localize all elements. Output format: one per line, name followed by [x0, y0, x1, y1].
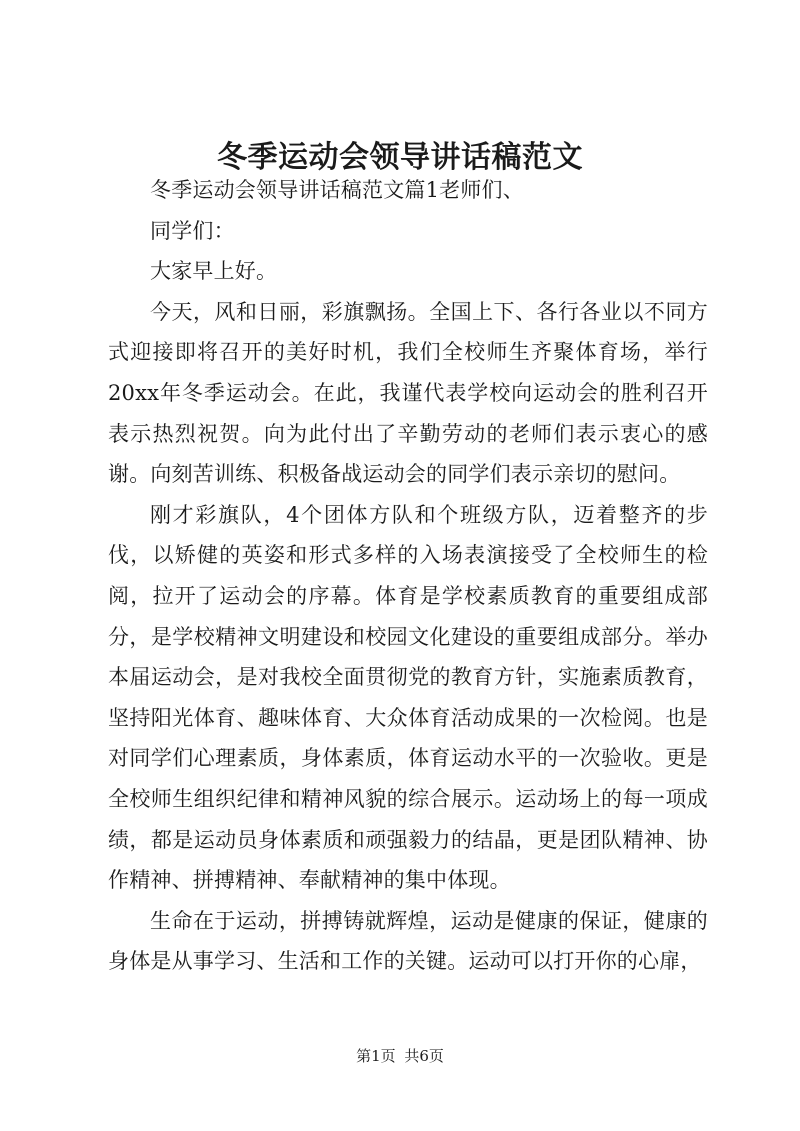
page-footer — [0, 1045, 800, 1067]
paragraph: 同学们： — [150, 218, 235, 243]
paragraph: 今天，风和日丽，彩旗飘扬。全国上下、各行各业以不同方式迎接即将召开的美好时机，我们全校师生齐聚体育场，举行20xx年冬季运动会。在此，我谨代表学校向运动会的胜利召开表示热烈祝贺。向为此付出了辛勤劳动的老师们表示衷心的感谢。向刻苦训练、积极备战运动会的同学们表示亲切的慰问。 — [108, 299, 708, 487]
paragraph: 刚才彩旗队，4个团体方队和个班级方队，迈着整齐的步伐，以矫健的英姿和形式多样的入场表演接受了全校师生的检阅，拉开了运动会的序幕。体育是学校素质教育的重要组成部分，是学校精神文明建设和校园文化建设的重要组成部分。举办本届运动会，是对我校全面贯彻党的教育方针，实施素质教育，坚持阳光体育、趣味体育、大众体育活动成果的一次检阅。也是对同学们心理素质，身体素质，体育运动水平的一次验收。更是全校师生组织纪律和精神风貌的综合展示。运动场上的每一项成绩，都是运动员身体素质和顽强毅力的结晶，更是团队精神、协作精神、拼搏精神、奉献精神的集中体现。 — [108, 502, 708, 893]
paragraph: 冬季运动会领导讲话稿范文篇1老师们、 — [150, 178, 524, 202]
paragraph: 大家早上好。 — [150, 259, 278, 284]
paragraph: 生命在于运动，拼搏铸就辉煌，运动是健康的保证，健康的身体是从事学习、生活和工作的关键。运动可以打开你的心扉， — [108, 908, 708, 974]
page-total: 共6页 — [404, 1047, 444, 1065]
document-title: 冬季运动会领导讲话稿范文 — [217, 140, 583, 175]
page-number: 第1页 — [356, 1047, 396, 1065]
document-body — [108, 170, 708, 982]
